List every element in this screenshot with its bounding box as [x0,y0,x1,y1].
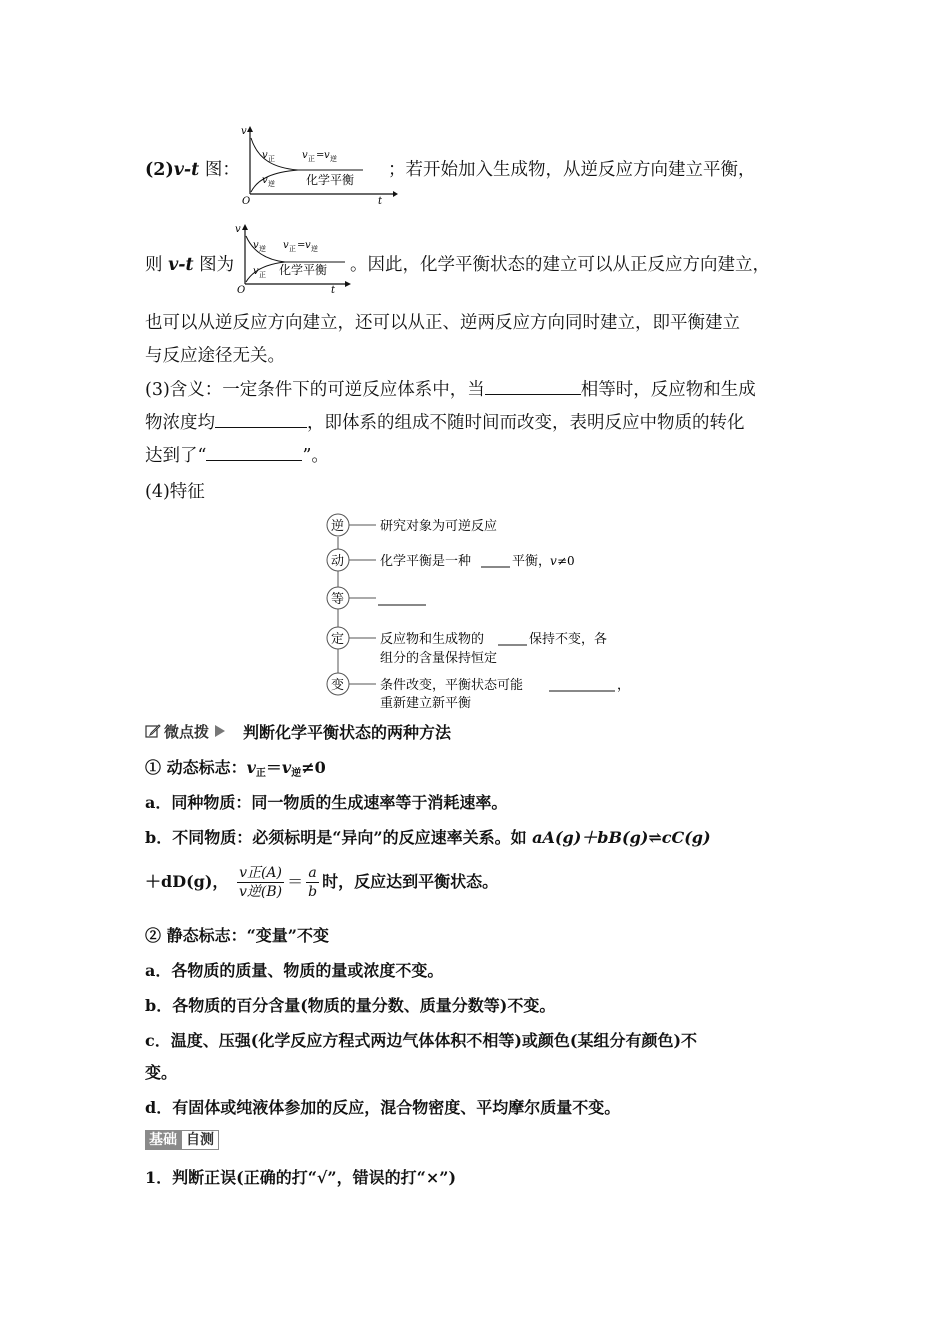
vt-line2-label: v-t [168,255,194,275]
dynamic-eq: ＝ [265,758,282,777]
feature-text-1: 研究对象为可逆反应 [380,519,498,534]
dynamic-b-line1 [145,825,711,851]
blank-2 [215,409,307,428]
vt-graph-forward [238,124,398,206]
tip-title: 判断化学平衡状态的两种方法 [243,722,452,742]
graph1-v-forward-sub: 正 [268,155,275,163]
dynamic-b2-a: ＋dD(g)， [145,872,229,891]
meaning-3b: ”。 [302,446,329,466]
dynamic-a: a．同种物质：同一物质的生成速率等于消耗速率。 [145,793,508,812]
feature-text-5a: 条件改变，平衡状态可能 [380,678,524,693]
edit-icon [145,723,161,739]
feature-char-2: 动 [331,554,345,569]
graph2-v-reverse-sub: 逆 [259,245,266,253]
graph1-eq-sign: = [316,150,325,161]
feature-char-3: 等 [331,592,345,607]
static-a: a．各物质的质量、物质的量或浓度不变。 [145,961,444,980]
graph2-eq-a-sub: 正 [289,245,296,253]
vt-line-2 [145,252,234,278]
graph1-equilibrium: 化学平衡 [306,173,355,187]
dynamic-tail: ≠0 [301,758,326,777]
dynamic-title-a: ① 动态标志： [145,758,247,777]
graph2-axis-v: v [235,224,241,235]
self-test-badge-b: 自测 [181,1130,219,1150]
features-heading: (4)特征 [145,482,205,502]
coef-fraction-den: b [308,884,318,900]
dynamic-sub2: 逆 [291,768,302,779]
dynamic-title [145,755,326,787]
graph1-axis-v: v [241,126,247,137]
graph1-axis-t: t [378,196,383,206]
tip-badge: 微点拨 [164,722,210,741]
dynamic-b-a: b．不同物质：必须标明是“异向”的反应速率关系。如 [145,828,533,847]
meaning-line-1 [145,376,756,403]
meaning-2a: 物浓度均 [145,413,215,433]
vt-after-graph1: ；若开始加入生成物，从逆反应方向建立平衡， [388,160,756,180]
graph1-v-reverse: v [262,175,268,186]
dynamic-v2: v [281,758,292,777]
dynamic-b-eq: aA(g)＋bB(g)⇌cC(g) [532,828,711,847]
vt-line2-prefix: 则 [145,255,169,275]
vt-line2-suffix: 图为 [193,255,235,275]
feature-text-5-line2: 重新建立新平衡 [380,696,472,710]
meaning-line-3 [145,442,329,469]
blank-1 [485,376,581,395]
vt-after-graph2: 。因此，化学平衡状态的建立可以从正反应方向建立， [350,255,770,275]
graph1-eq-b-sub: 逆 [330,155,337,163]
tip-header [145,720,451,742]
graph2-eq-b: v [305,240,311,251]
feature-text-2d: ≠0 [557,554,575,568]
rate-fraction [237,864,284,901]
feature-text-2b: 平衡， [512,554,552,569]
graph2-v-forward-sub: 正 [259,271,266,279]
graph1-v-forward: v [262,150,268,161]
vt-label-prefix: (2) [145,160,174,180]
feature-text-4a: 反应物和生成物的 [380,632,485,647]
feature-char-5: 变 [331,678,345,693]
graph2-eq-b-sub: 逆 [311,245,318,253]
self-test-badge-a: 基础 [145,1130,181,1150]
rate-fraction-den: v逆(B) [238,884,283,900]
self-test-q1: 1．判断正误(正确的打“√”，错误的打“×”) [145,1168,457,1187]
static-b: b．各物质的百分含量(物质的量分数、质量分数等)不变。 [145,996,556,1015]
static-title: ② 静态标志：“变量”不变 [145,926,329,945]
meaning-line-2 [145,409,745,436]
feature-text-4-line2: 组分的含量保持恒定 [380,651,498,666]
graph1-v-reverse-sub: 逆 [268,180,275,188]
dynamic-b2-b: 时，反应达到平衡状态。 [322,872,499,891]
feature-char-4: 定 [331,632,345,647]
graph2-eq-sign: = [297,240,306,251]
arrow-right-icon [213,724,227,738]
rate-fraction-eq: ＝ [287,872,304,891]
dynamic-sub1: 正 [255,768,266,779]
graph2-v-reverse: v [253,240,259,251]
self-test-badge [145,1130,219,1150]
static-c1: c．温度、压强(化学反应方程式两边气体体积不相等)或颜色(某组分有颜色)不 [145,1031,698,1050]
static-d: d．有固体或纯液体参加的反应，混合物密度、平均摩尔质量不变。 [145,1098,621,1117]
vt-graph-reverse [233,222,353,294]
graph2-v-forward: v [253,266,259,277]
vt-line-3: 也可以从逆反应方向建立，还可以从正、逆两反应方向同时建立，即平衡建立 [145,313,740,333]
graph2-axis-t: t [331,285,336,294]
dynamic-v1: v [246,758,256,777]
vt-label-suffix: 图： [199,160,240,180]
rate-fraction-num: v正(A) [237,864,284,883]
feature-text-2a: 化学平衡是一种 [380,554,472,569]
feature-text-4b: 保持不变，各 [529,632,608,647]
meaning-1a: (3)含义：一定条件下的可逆反应体系中，当 [145,380,485,400]
blank-3 [206,442,302,461]
static-c2: 变。 [145,1063,178,1082]
coef-fraction-num: a [306,864,319,883]
meaning-3a: 达到了“ [145,446,207,466]
meaning-1b: 相等时，反应物和生成 [580,380,756,400]
graph1-eq-a-sub: 正 [308,155,315,163]
features-diagram [320,510,640,710]
feature-text-2c: v [550,554,557,568]
graph2-eq-a: v [283,240,289,251]
graph1-origin: O [242,196,251,206]
graph2-equilibrium: 化学平衡 [279,263,328,277]
coef-fraction [306,864,319,901]
graph1-eq-b: v [324,150,330,161]
vt-line-4: 与反应途径无关。 [145,346,285,366]
graph1-eq-a: v [302,150,308,161]
vt-label: v-t [173,160,200,180]
meaning-2b: ，即体系的组成不随时间而改变，表明反应中物质的转化 [307,413,745,433]
graph2-origin: O [237,285,246,294]
feature-char-1: 逆 [331,519,345,534]
feature-text-5b: ， [617,678,631,693]
dynamic-b-line2 [145,860,498,904]
vt-line-1 [145,157,240,183]
